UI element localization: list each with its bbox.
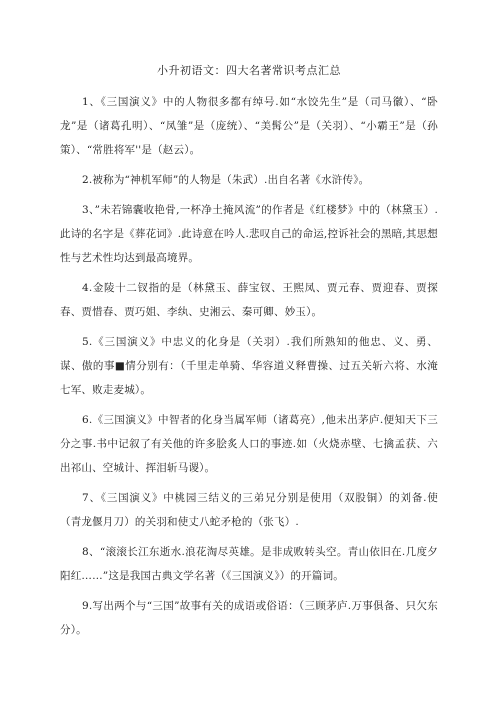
paragraph-item-9: 9.写出两个与“三国”故事有关的成语或俗语：（三顾茅庐.万事俱备、只欠东分）。 (60, 600, 438, 636)
paragraph-item-4: 4.金陵十二钗指的是（林黛玉、薛宝钗、王熙凤、贾元春、贾迎春、贾探春、贾惜春、贾巧姐、李纨、史湘云、秦可卿、妙玉）。 (60, 282, 438, 318)
document-title: 小升初语文：四大名著常识考点汇总 (157, 64, 341, 77)
paragraph-item-5: 5.《三国演义》中忠义的化身是（关羽）.我们所熟知的他忠、义、勇、谋、傲的事■情分别有：（千里走单骑、华容道义释曹操、过五关斩六将、水淹七军、败走麦城）。 (60, 336, 438, 396)
paragraph-item-3: 3、”未若锦囊收艳骨,一杯净土掩风流”的作者是《红楼梦》中的（林黛玉）.此诗的名字是《葬花词》.此诗意在吟人.悲叹自己的命运,控诉社会的黑暗,其思想性与艺术性均达到最高境界。 (60, 204, 438, 264)
paragraph-item-2: 2.被称为“神机军师”的人物是（朱武）.出自名著《水浒传》。 (82, 174, 370, 186)
paragraph-item-6: 6.《三国演义》中智者的化身当属军师（诸葛亮）,他未出茅庐.便知天下三分之事.书中记叙了有关他的许多脍炙人口的事迹.如（火烧赤壁、七擒孟获、六出祁山、空城计、挥泪斩马谡）。 (60, 414, 438, 474)
paragraph-item-1: 1、《三国演义》中的人物很多都有绰号.如“水饺先生”是（司马徽）、“卧龙”是（诸葛孔明）、“凤雏”是（庞统）、“美髯公”是（关羽）、“小霸王”是（孙策）、“常胜将军''是（赵云）。 (60, 96, 438, 156)
paragraph-item-8: 8、“滚滚长江东逝水.浪花淘尽英雄。是非成败转头空。青山依旧在.几度夕阳红……”这是我国古典文学名著（《三国演义》）的开篇词。 (60, 546, 438, 582)
paragraph-item-7: 7、《三国演义》中桃园三结义的三弟兄分别是使用（双股铜）的刘备.使（青龙偃月刀）的关羽和使丈八蛇矛枪的（张飞）. (60, 492, 438, 528)
